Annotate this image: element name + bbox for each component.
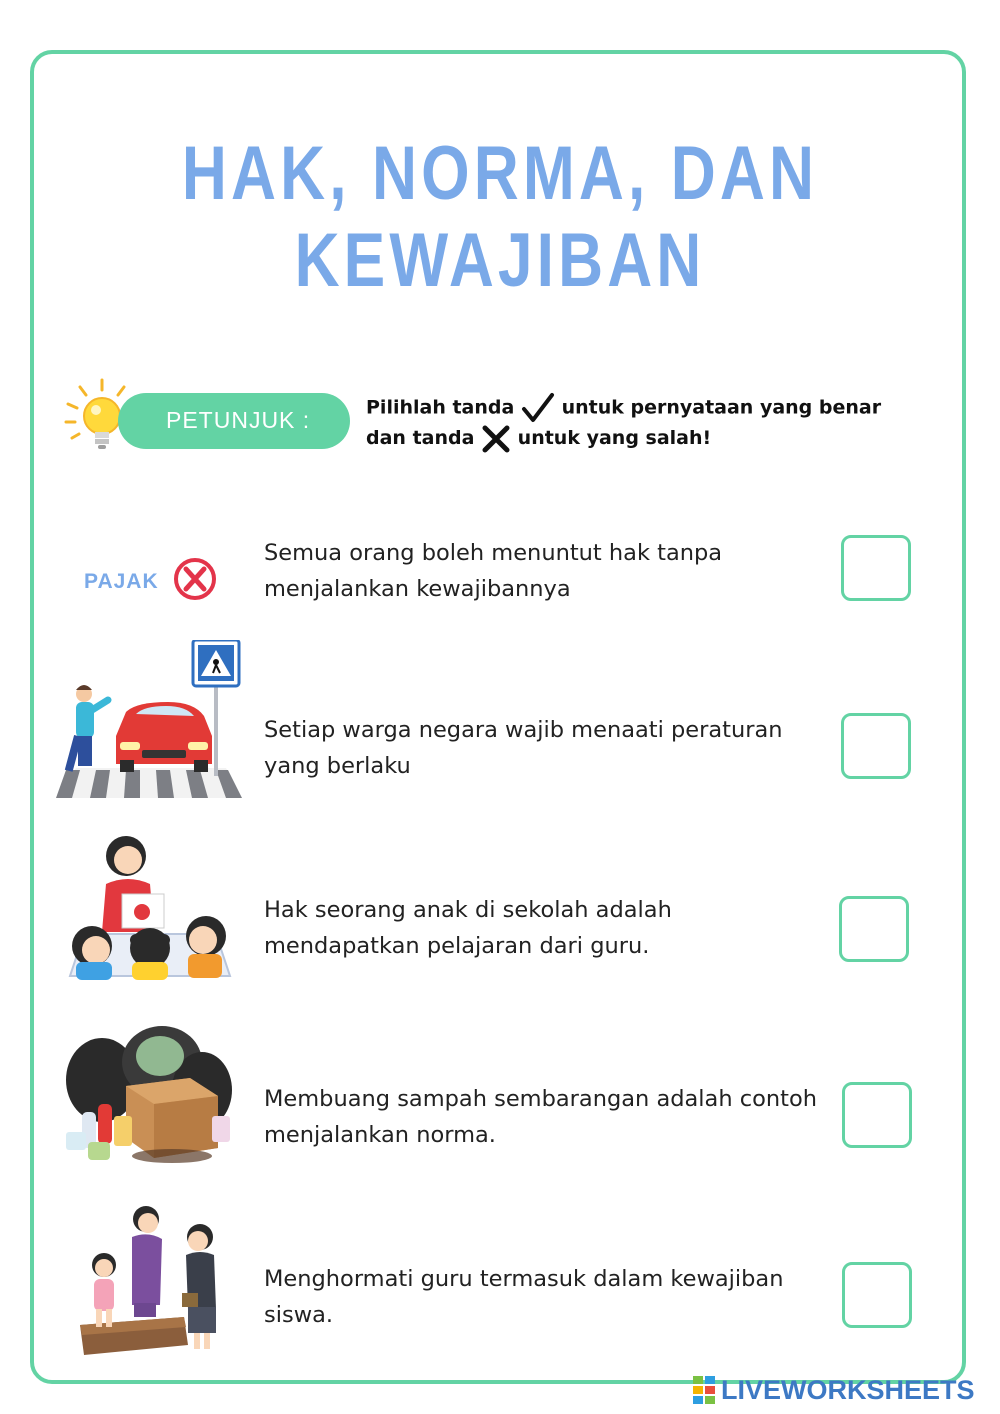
- instruction-line2-b: untuk yang salah!: [517, 427, 712, 449]
- cross-mark-icon: [481, 425, 511, 453]
- question-4-text: Membuang sampah sembarangan adalah contoh menjalankan norma.: [264, 1086, 817, 1148]
- question-5-text: Menghormati guru termasuk dalam kewajiban siswa.: [264, 1266, 784, 1328]
- brand-name: LIVEWORKSHEETS: [721, 1374, 975, 1405]
- question-3-text: Hak seorang anak di sekolah adalah mendapatkan pelajaran dari guru.: [264, 897, 672, 959]
- pajak-label: PAJAK: [84, 570, 159, 593]
- garbage-pile-illustration: [62, 1020, 234, 1164]
- instruction-text: [366, 392, 926, 453]
- brand-logo[interactable]: [693, 1375, 975, 1405]
- answer-box-3[interactable]: [839, 896, 909, 962]
- question-2-text: Setiap warga negara wajib menaati peraturan yang berlaku: [264, 717, 783, 779]
- check-mark-icon: [521, 392, 555, 424]
- greeting-teacher-illustration: [78, 1205, 222, 1357]
- question-1-text: Semua orang boleh menuntut hak tanpa menjalankan kewajibannya: [264, 540, 723, 602]
- instruction-badge: [118, 393, 350, 449]
- instruction-label: PETUNJUK :: [166, 407, 311, 433]
- instruction-line1-b: untuk pernyataan yang benar: [561, 396, 882, 419]
- answer-box-4[interactable]: [842, 1082, 912, 1148]
- instruction-line2-a: dan tanda: [366, 427, 475, 449]
- answer-box-1[interactable]: [841, 535, 911, 601]
- liveworksheets-logo-icon: [693, 1376, 715, 1404]
- teacher-students-illustration: [66, 836, 236, 982]
- answer-box-5[interactable]: [842, 1262, 912, 1328]
- instruction-line1-a: Pilihlah tanda: [366, 396, 515, 419]
- page-title: HAK, NORMA, DAN KEWAJIBAN: [181, 131, 819, 303]
- crosswalk-car-illustration: [56, 640, 242, 800]
- answer-box-2[interactable]: [841, 713, 911, 779]
- pajak-cross-icon: [172, 557, 218, 601]
